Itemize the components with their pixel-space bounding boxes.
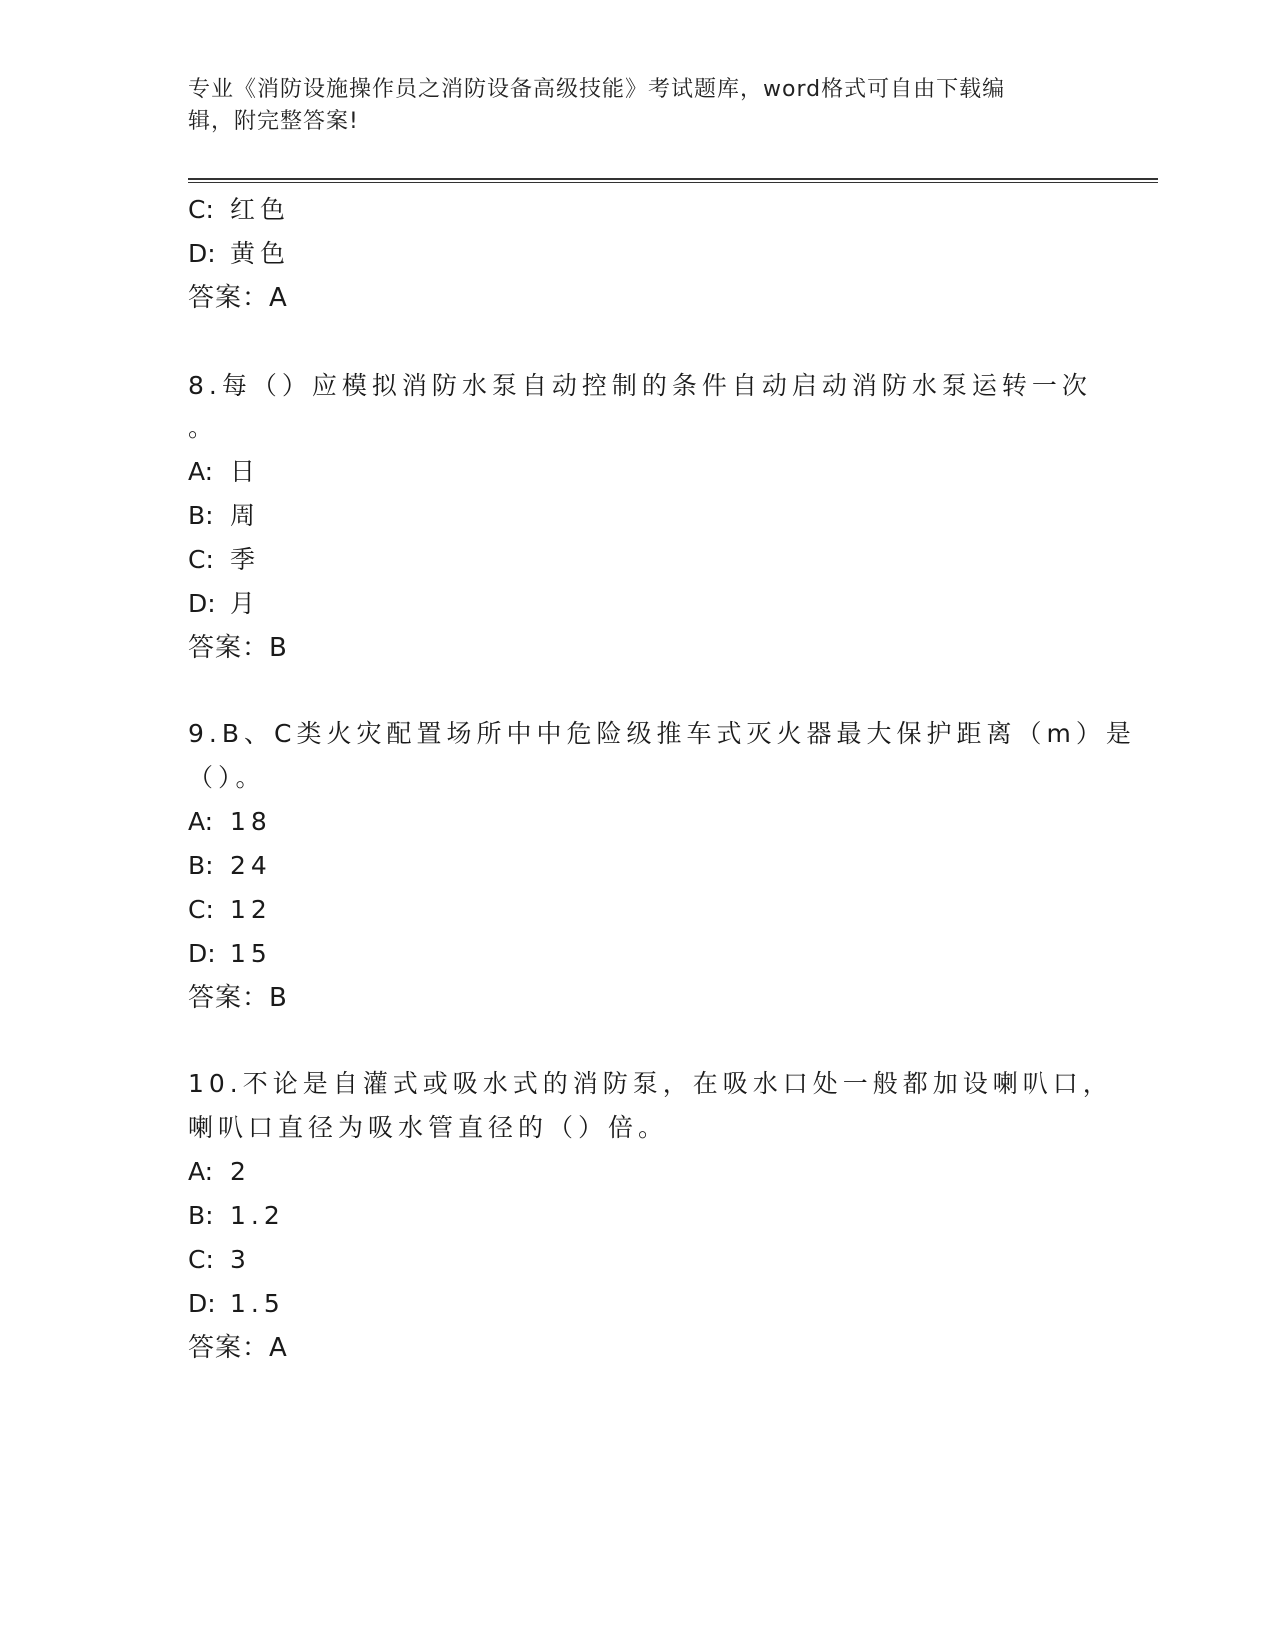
question-9-text: 9.B、C类火灾配置场所中中危险级推车式灭火器最大保护距离（m）是 (188, 719, 1136, 748)
option-c: C: 红色 (188, 195, 291, 224)
option-c: C: 12 (188, 895, 272, 924)
question-9-text-cont: （）。 (188, 763, 266, 792)
option-c: C: 季 (188, 545, 261, 574)
option-b: B: 1.2 (188, 1201, 285, 1230)
option-a: A: 18 (188, 807, 272, 836)
question-8-text-cont: 。 (188, 413, 219, 442)
option-d: D: 1.5 (188, 1289, 285, 1318)
question-10-text-cont: 喇叭口直径为吸水管直径的（）倍。 (188, 1113, 669, 1142)
document-header (188, 74, 1088, 138)
question-10-text: 10.不论是自灌式或吸水式的消防泵，在吸水口处一般都加设喇叭口， (188, 1069, 1113, 1098)
question-8-text: 8.每（）应模拟消防水泵自动控制的条件自动启动消防水泵运转一次 (188, 371, 1092, 400)
header-line-1: 专业《消防设施操作员之消防设备高级技能》考试题库，word格式可自由下载编 (188, 77, 1006, 102)
option-d: D: 月 (188, 589, 261, 618)
header-divider (188, 178, 1158, 183)
option-c: C: 3 (188, 1245, 251, 1274)
answer-line: 答案：A (188, 283, 288, 313)
option-d: D: 黄色 (188, 239, 291, 268)
header-line-2: 辑，附完整答案! (188, 109, 359, 134)
option-d: D: 15 (188, 939, 272, 968)
option-a: A: 2 (188, 1157, 251, 1186)
option-a: A: 日 (188, 457, 261, 486)
option-b: B: 周 (188, 501, 261, 530)
answer-line: 答案：B (188, 633, 288, 663)
answer-line: 答案：B (188, 983, 288, 1013)
answer-line: 答案：A (188, 1333, 288, 1363)
option-b: B: 24 (188, 851, 272, 880)
